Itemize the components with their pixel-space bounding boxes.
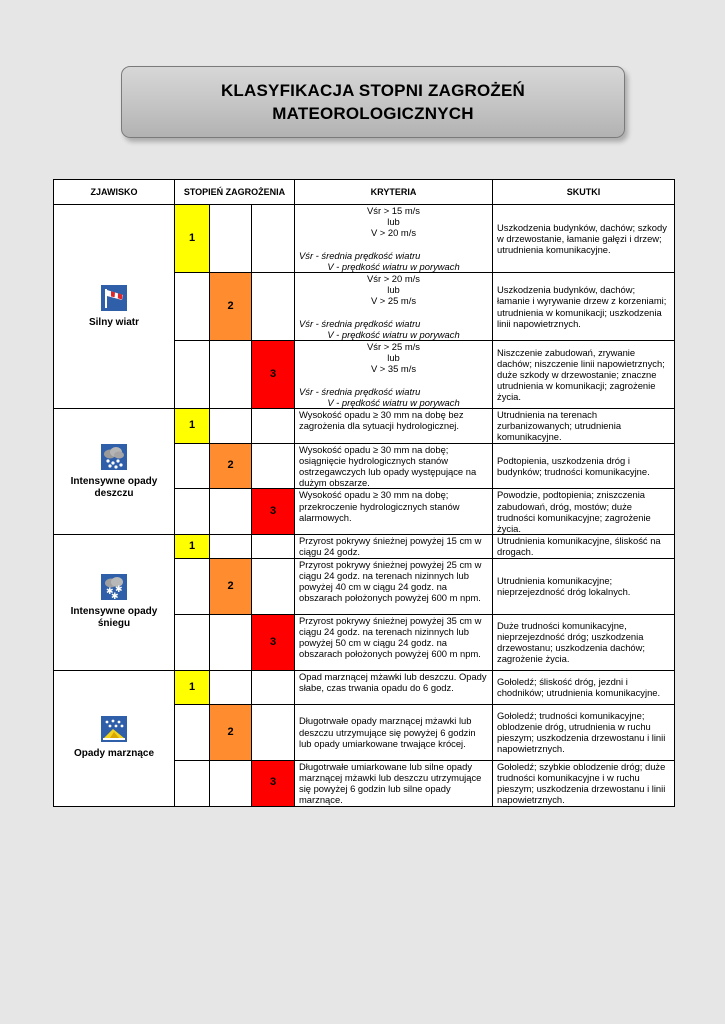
criteria-def-avg: Vśr - średnia prędkość wiatru bbox=[299, 317, 421, 329]
criteria-or: lub bbox=[387, 216, 400, 228]
phenomenon-name: Opady marznące bbox=[73, 748, 155, 760]
table-row bbox=[54, 409, 675, 444]
effects-cell: Niszczenie zabudowań, zrywanie dachów; niszczenie linii napowietrznych; duże szkody w drzewostanie; znaczne utrudnienia w komunikacji; zagrożenie życia. bbox=[493, 341, 675, 409]
title-line-2: MATEOROLOGICZNYCH bbox=[272, 104, 474, 123]
snow-cloud-icon bbox=[101, 574, 127, 600]
criteria-speed: Vśr > 15 m/s bbox=[367, 205, 420, 216]
criteria-cell bbox=[295, 273, 493, 341]
freezing-rain-icon bbox=[101, 716, 127, 742]
phenomenon-cell-wind bbox=[54, 205, 175, 409]
level-1-empty bbox=[175, 760, 210, 806]
criteria-speed: Vśr > 25 m/s bbox=[367, 341, 420, 353]
level-3-cell: 3 bbox=[252, 760, 295, 806]
level-2-cell: 2 bbox=[210, 443, 252, 489]
level-3-empty bbox=[252, 205, 295, 273]
criteria-cell: Przyrost pokrywy śnieżnej powyżej 15 cm w ciągu 24 godz. bbox=[295, 535, 493, 558]
phenomenon-name: Intensywne opady śniegu bbox=[70, 606, 158, 630]
title-line-1: KLASYFIKACJA STOPNI ZAGROŻEŃ bbox=[220, 81, 526, 100]
effects-cell: Utrudnienia komunikacyjne; nieprzejezdność dróg lokalnych. bbox=[493, 558, 675, 614]
criteria-cell: Wysokość opadu ≥ 30 mm na dobę; przekroczenie hydrologicznych stanów alarmowych. bbox=[295, 489, 493, 535]
table-header-row bbox=[54, 180, 675, 205]
phenomenon-name: Silny wiatr bbox=[88, 316, 139, 328]
level-3-empty bbox=[252, 443, 295, 489]
level-1-empty bbox=[175, 341, 210, 409]
level-2-empty bbox=[210, 614, 252, 670]
effects-cell: Duże trudności komunikacyjne, nieprzejezdność dróg; uszkodzenia drzewostanu; uszkodzenia dachów; zagrożenie życia. bbox=[493, 614, 675, 670]
effects-cell: Gołoledź; szybkie oblodzenie dróg; duże trudności komunikacyjne i w ruchu pieszym; uszkodzenia drzewostanu i linii napowietrznych. bbox=[493, 760, 675, 806]
criteria-gust: V > 20 m/s bbox=[370, 227, 417, 239]
level-3-empty bbox=[252, 409, 295, 444]
effects-cell: Utrudnienia komunikacyjne, śliskość na drogach. bbox=[493, 535, 675, 558]
level-1-cell: 1 bbox=[175, 205, 210, 273]
table-row bbox=[54, 670, 675, 704]
criteria-def-gust: V - prędkość wiatru w porywach bbox=[327, 328, 460, 340]
level-1-empty bbox=[175, 273, 210, 341]
table-row bbox=[54, 205, 675, 273]
level-3-empty bbox=[252, 535, 295, 558]
criteria-or: lub bbox=[387, 352, 400, 364]
criteria-cell: Długotrwałe umiarkowane lub silne opady marznącej mżawki lub deszczu utrzymujące się powyżej 6 godzin lub silne opady marznące. bbox=[295, 760, 493, 806]
level-1-empty bbox=[175, 443, 210, 489]
level-3-empty bbox=[252, 704, 295, 760]
criteria-cell: Wysokość opadu ≥ 30 mm na dobę; osiągnięcie hydrologicznych stanów ostrzegawczych lub opady występujące na dużym obszarze. bbox=[295, 443, 493, 489]
header-phenomenon: ZJAWISKO bbox=[54, 180, 175, 205]
effects-cell: Uszkodzenia budynków, dachów; łamanie i wyrywanie drzew z korzeniami; utrudnienia w komunikacji; uszkodzenia linii napowietrznych. bbox=[493, 273, 675, 341]
criteria-gust: V > 25 m/s bbox=[370, 295, 417, 307]
level-1-empty bbox=[175, 489, 210, 535]
windsock-icon bbox=[101, 285, 127, 311]
effects-cell: Gołoledź; trudności komunikacyjne; oblodzenie dróg, utrudnienia w ruchu pieszym; uszkodzenia drzewostanu i linii napowietrznych. bbox=[493, 704, 675, 760]
criteria-cell: Przyrost pokrywy śnieżnej powyżej 25 cm w ciągu 24 godz. na terenach nizinnych lub powyżej 40 cm w ciągu 24 godz. na obszarach położonych powyżej 600 m npm. bbox=[295, 558, 493, 614]
phenomenon-cell-rain bbox=[54, 409, 175, 535]
table-row bbox=[54, 535, 675, 558]
svg-text:✱: ✱ bbox=[115, 585, 123, 596]
criteria-speed: Vśr > 20 m/s bbox=[367, 273, 420, 285]
level-1-cell: 1 bbox=[175, 535, 210, 558]
effects-cell: Gołoledź; śliskość dróg, jezdni i chodników; utrudnienia komunikacyjne. bbox=[493, 670, 675, 704]
effects-cell: Powodzie, podtopienia; zniszczenia zabudowań, dróg, mostów; duże trudności komunikacyjne; zagrożenie życia. bbox=[493, 489, 675, 535]
level-2-empty bbox=[210, 205, 252, 273]
level-1-cell: 1 bbox=[175, 670, 210, 704]
level-2-empty bbox=[210, 760, 252, 806]
level-2-cell: 2 bbox=[210, 273, 252, 341]
hazard-table bbox=[53, 179, 675, 807]
criteria-or: lub bbox=[387, 284, 400, 296]
header-level: STOPIEŃ ZAGROŻENIA bbox=[175, 180, 295, 205]
level-1-cell: 1 bbox=[175, 409, 210, 444]
criteria-cell bbox=[295, 341, 493, 409]
svg-text:✱: ✱ bbox=[111, 592, 119, 601]
level-3-cell: 3 bbox=[252, 341, 295, 409]
criteria-def-gust: V - prędkość wiatru w porywach bbox=[327, 260, 460, 272]
criteria-cell: Przyrost pokrywy śnieżnej powyżej 35 cm w ciągu 24 godz. na terenach nizinnych lub powyżej 50 cm w ciągu 24 godz. na obszarach położonych powyżej 600 m npm. bbox=[295, 614, 493, 670]
criteria-def-avg: Vśr - średnia prędkość wiatru bbox=[299, 249, 421, 261]
level-3-empty bbox=[252, 273, 295, 341]
header-criteria: KRYTERIA bbox=[295, 180, 493, 205]
effects-cell: Podtopienia, uszkodzenia dróg i budynków; trudności komunikacyjne. bbox=[493, 443, 675, 489]
phenomenon-cell-snow bbox=[54, 535, 175, 670]
criteria-gust: V > 35 m/s bbox=[370, 363, 417, 375]
criteria-cell: Wysokość opadu ≥ 30 mm na dobę bez zagrożenia dla sytuacji hydrologicznej. bbox=[295, 409, 493, 444]
rain-cloud-icon bbox=[101, 444, 127, 470]
level-1-empty bbox=[175, 558, 210, 614]
level-2-empty bbox=[210, 409, 252, 444]
level-2-empty bbox=[210, 489, 252, 535]
level-2-cell: 2 bbox=[210, 704, 252, 760]
level-2-cell: 2 bbox=[210, 558, 252, 614]
effects-cell: Uszkodzenia budynków, dachów; szkody w drzewostanie, łamanie gałęzi i drzew; utrudnienia komunikacyjne. bbox=[493, 205, 675, 273]
level-3-cell: 3 bbox=[252, 614, 295, 670]
title-box bbox=[121, 66, 625, 138]
level-3-empty bbox=[252, 670, 295, 704]
level-2-empty bbox=[210, 535, 252, 558]
level-3-empty bbox=[252, 558, 295, 614]
criteria-def-gust: V - prędkość wiatru w porywach bbox=[327, 396, 460, 408]
level-1-empty bbox=[175, 614, 210, 670]
phenomenon-cell-freezing bbox=[54, 670, 175, 806]
header-effects: SKUTKI bbox=[493, 180, 675, 205]
criteria-cell bbox=[295, 205, 493, 273]
level-1-empty bbox=[175, 704, 210, 760]
level-2-empty bbox=[210, 670, 252, 704]
level-2-empty bbox=[210, 341, 252, 409]
criteria-cell: Długotrwałe opady marznącej mżawki lub deszczu utrzymujące się powyżej 6 godzin lub opady umiarkowane trwające krócej. bbox=[295, 704, 493, 760]
phenomenon-name: Intensywne opady deszczu bbox=[70, 475, 158, 499]
effects-cell: Utrudnienia na terenach zurbanizowanych; utrudnienia komunikacyjne. bbox=[493, 409, 675, 444]
level-3-cell: 3 bbox=[252, 489, 295, 535]
svg-text:✱: ✱ bbox=[106, 587, 114, 598]
criteria-cell: Opad marznącej mżawki lub deszczu. Opady słabe, czas trwania opadu do 6 godz. bbox=[295, 670, 493, 704]
criteria-def-avg: Vśr - średnia prędkość wiatru bbox=[299, 385, 421, 397]
